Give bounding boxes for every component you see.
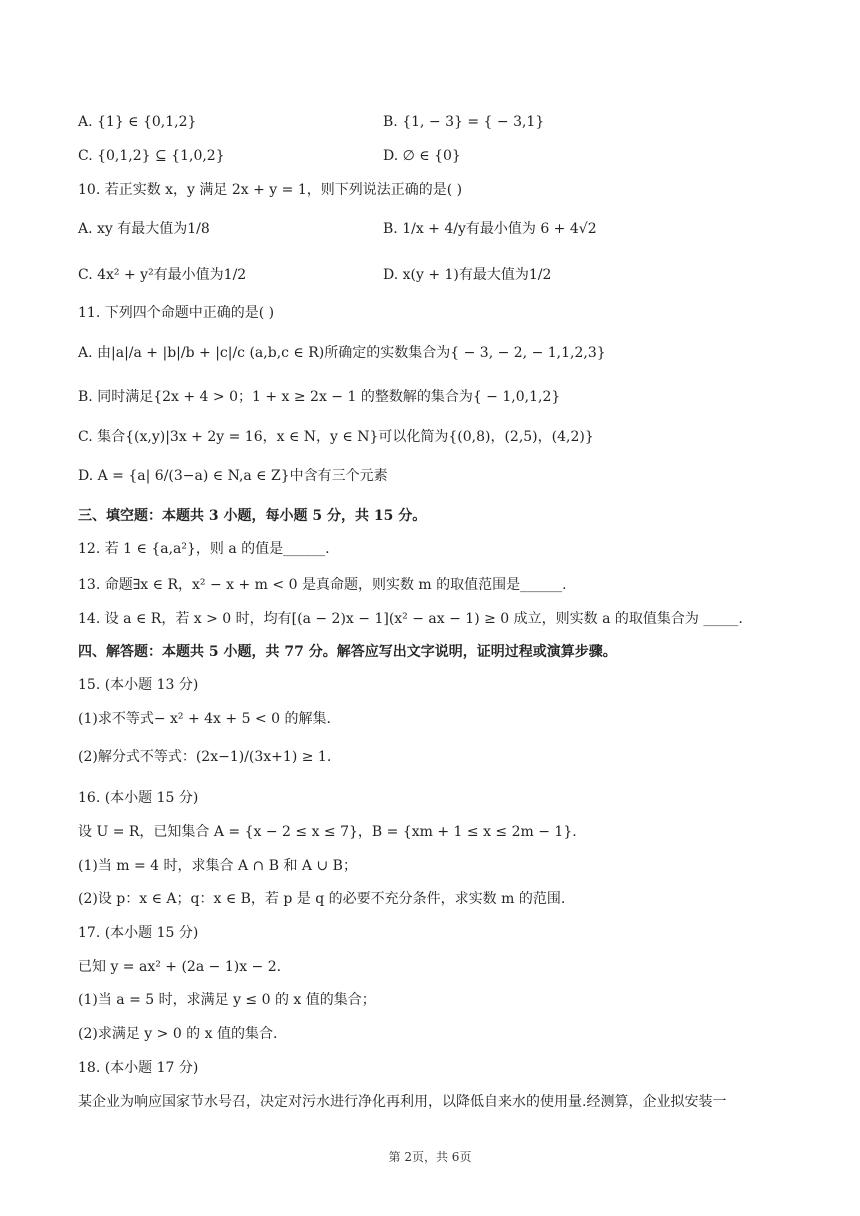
q15-part-1: (1)求不等式− x² + 4x + 5 < 0 的解集. [78,711,331,727]
q15-part-2: (2)解分式不等式：(2x−1)/(3x+1) ≥ 1. [78,749,332,765]
q11-option-d: D. A = {a| 6/(3−a) ∈ N,a ∈ Z}中含有三个元素 [78,468,388,484]
q11-option-c: C. 集合{(x,y)|3x + 2y = 16，x ∈ N，y ∈ N}可以化简为{(0,8)，(2,5)，(4,2)} [78,429,594,445]
q9-option-b: B. {1, − 3} = { − 3,1} [383,114,545,130]
q12: 12. 若 1 ∈ {a,a²}，则 a 的值是______. [78,541,330,557]
section-4-heading: 四、解答题：本题共 5 小题，共 77 分。解答应写出文字说明，证明过程或演算步骤。 [78,644,617,660]
section-3-heading: 三、填空题：本题共 3 小题，每小题 5 分，共 15 分。 [78,508,427,524]
q10-option-b: B. 1/x + 4/y有最小值为 6 + 4√2 [383,221,597,237]
q18-intro: 某企业为响应国家节水号召，决定对污水进行净化再利用，以降低自来水的使用量.经测算，企业拟安装一 [78,1094,727,1110]
q17-part-1: (1)当 a = 5 时，求满足 y ≤ 0 的 x 值的集合； [78,992,376,1008]
q9-option-c: C. {0,1,2} ⊆ {1,0,2} [78,148,225,164]
q14: 14. 设 a ∈ R，若 x > 0 时，均有[(a − 2)x − 1](x² − ax − 1) ≥ 0 成立，则实数 a 的取值集合为 _____. [78,611,743,627]
q10-option-d: D. x(y + 1)有最大值为1/2 [383,267,552,283]
q17-part-2: (2)求满足 y > 0 的 x 值的集合. [78,1026,278,1042]
q9-option-a: A. {1} ∈ {0,1,2} [78,114,197,130]
q11-option-a: A. 由|a|/a + |b|/b + |c|/c (a,b,c ∈ R)所确定的实数集合为{ − 3, − 2, − 1,1,2,3} [78,345,606,361]
q16-heading: 16. (本小题 15 分) [78,790,199,806]
q10-option-a: A. xy 有最大值为1/8 [78,221,210,237]
q18-heading: 18. (本小题 17 分) [78,1060,199,1076]
q10-option-c: C. 4x² + y²有最小值为1/2 [78,267,247,283]
q17-intro: 已知 y = ax² + (2a − 1)x − 2. [78,959,282,975]
q16-part-2: (2)设 p：x ∈ A；q：x ∈ B，若 p 是 q 的必要不充分条件，求实数 m 的范围. [78,891,566,907]
q16-intro: 设 U = R，已知集合 A = {x − 2 ≤ x ≤ 7}，B = {xm + 1 ≤ x ≤ 2m − 1}. [78,824,577,840]
q15-heading: 15. (本小题 13 分) [78,677,199,693]
q10-stem: 10. 若正实数 x，y 满足 2x + y = 1，则下列说法正确的是( ) [78,182,463,198]
q9-option-d: D. ∅ ∈ {0} [383,148,461,164]
q13: 13. 命题∃x ∈ R，x² − x + m < 0 是真命题，则实数 m 的取值范围是______. [78,577,567,593]
page-footer: 第 2页，共 6页 [388,1150,472,1164]
q11-option-b: B. 同时满足{2x + 4 > 0；1 + x ≥ 2x − 1 的整数解的集合为{ − 1,0,1,2} [78,389,561,405]
q11-stem: 11. 下列四个命题中正确的是( ) [78,305,275,321]
q17-heading: 17. (本小题 15 分) [78,925,199,941]
q16-part-1: (1)当 m = 4 时，求集合 A ∩ B 和 A ∪ B； [78,858,357,874]
